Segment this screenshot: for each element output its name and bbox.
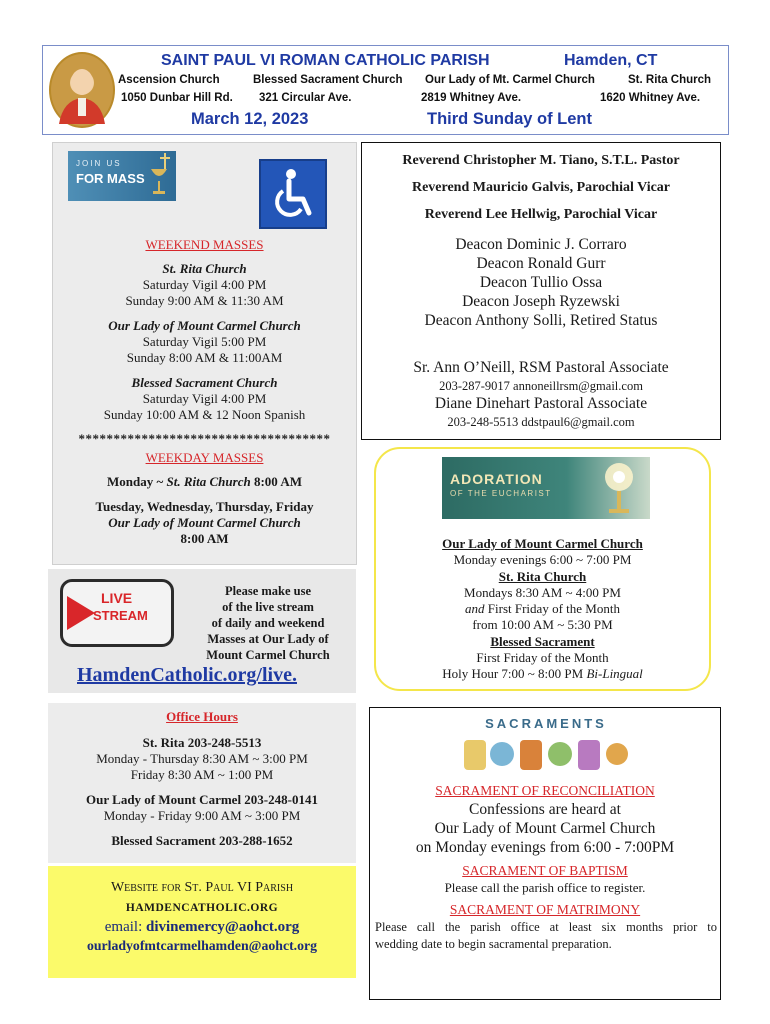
reconciliation-l1: Confessions are heard at [469,801,621,818]
church-address-ascension: 1050 Dunbar Hill Rd. [121,92,233,104]
divider-stars: ************************************ [78,431,331,446]
associate-oneill: Sr. Ann O’Neill, RSM Pastoral Associate [413,359,669,376]
deacon-solli: Deacon Anthony Solli, Retired Status [424,312,658,329]
website-title: Website for St. Paul VI Parish [110,880,294,895]
matrimony-title: SACRAMENT OF MATRIMONY [449,902,641,917]
clergy-box [361,142,721,440]
sacraments-box [369,707,721,1000]
reconciliation-l2: Our Lady of Mount Carmel Church [434,820,656,837]
baptism-title: SACRAMENT OF BAPTISM [462,863,628,878]
adoration-olmc-time: Monday evenings 6:00 ~ 7:00 PM [453,552,632,567]
pastor-name: Reverend Christopher M. Tiano, S.T.L. Pastor [402,153,680,168]
vicar-galvis: Reverend Mauricio Galvis, Parochial Vicar [411,180,671,195]
join-us-for-mass-banner [68,151,176,201]
livestream-box [48,569,356,693]
rita-saturday: Saturday Vigil 4:00 PM [142,277,267,292]
banner-eucharist: OF THE EUCHARIST [450,489,552,498]
office-olmc: Our Lady of Mount Carmel 203-248-0141 [86,792,318,807]
monday-label: Monday ~ [107,474,167,489]
weekday-masses-title: WEEKDAY MASSES [145,450,264,465]
church-address-olmc: 2819 Whitney Ave. [421,92,522,104]
church-address-blessed: 321 Circular Ave. [259,92,352,104]
blessed-saturday: Saturday Vigil 4:00 PM [142,391,267,406]
vicar-hellwig: Reverend Lee Hellwig, Parochial Vicar [424,207,658,222]
header-box [42,45,729,135]
adoration-rita-l3: from 10:00 AM ~ 5:30 PM [472,617,613,632]
olmc-saturday: Saturday Vigil 5:00 PM [142,334,267,349]
livestream-text-4: Masses at Our Lady of [207,632,329,646]
bulletin-date: March 12, 2023 [191,110,309,128]
blessed-sunday: Sunday 10:00 AM & 12 Noon Spanish [103,407,306,422]
sacraments-banner-text: SACRAMENTS [485,716,607,731]
matrimony-text [375,919,717,953]
reconciliation-title: SACRAMENT OF RECONCILIATION [435,783,655,798]
matrimony-l2: wedding date to begin sacramental preparation. [375,937,612,951]
monday-church: St. Rita Church [166,474,251,489]
wheelchair-accessible-icon [259,159,327,229]
website-url[interactable]: HAMDENCATHOLIC.ORG [125,902,279,914]
tue-fri-time: 8:00 AM [180,531,229,546]
deacon-corraro: Deacon Dominic J. Corraro [455,236,627,253]
church-name-olmc: Our Lady of Mt. Carmel Church [425,74,595,86]
mass-schedule-box [52,142,357,565]
chalice-icon [144,151,174,201]
monday-time: 8:00 AM [250,474,302,489]
email-olmc[interactable]: ourladyofmtcarmelhamden@aohct.org [86,938,318,953]
matrimony-l1: Please call the parish office at least six months prior to [375,920,717,934]
adoration-rita-l1: Mondays 8:30 AM ~ 4:00 PM [464,585,621,600]
parish-name: SAINT PAUL VI ROMAN CATHOLIC PARISH [161,52,490,69]
associate-dinehart: Diane Dinehart Pastoral Associate [434,395,648,412]
adoration-bs-bilingual: Bi-Lingual [586,666,643,681]
adoration-bs-title: Blessed Sacrament [490,634,595,649]
office-rita-l2: Friday 8:30 AM ~ 1:00 PM [130,767,274,782]
rita-church-name: St. Rita Church [162,261,247,276]
live-label: LIVE [101,590,133,606]
olmc-church-name: Our Lady of Mount Carmel Church [108,318,301,333]
reconciliation-l3: on Monday evenings from 6:00 - 7:00PM [415,839,675,856]
associate-oneill-contact: 203-287-9017 annoneillrsm@gmail.com [439,379,643,393]
church-address-rita: 1620 Whitney Ave. [600,92,701,104]
sacraments-banner [462,716,630,778]
tue-fri-church: Our Lady of Mount Carmel Church [108,515,301,530]
office-hours-box [48,703,356,863]
live-stream-button[interactable] [60,579,174,647]
office-hours-title: Office Hours [166,709,238,724]
rita-sunday: Sunday 9:00 AM & 11:30 AM [125,293,284,308]
adoration-olmc-title: Our Lady of Mount Carmel Church [442,536,643,551]
tue-fri-days: Tuesday, Wednesday, Thursday, Friday [95,499,314,514]
adoration-rita-title: St. Rita Church [498,569,587,584]
adoration-bs-l2 [376,666,709,682]
livestream-text-1: Please make use [224,584,312,598]
associate-dinehart-contact: 203-248-5513 ddstpaul6@gmail.com [447,415,635,429]
deacon-gurr: Deacon Ronald Gurr [476,255,606,272]
livestream-text-2: of the live stream [222,600,314,614]
adoration-bs-l1: First Friday of the Month [476,650,609,665]
livestream-text-3: of daily and weekend [211,616,325,630]
church-name-rita: St. Rita Church [628,74,712,86]
email-divine-mercy[interactable]: divinemercy@aohct.org [146,919,300,935]
monday-mass [53,474,356,490]
office-olmc-l1: Monday - Friday 9:00 AM ~ 3:00 PM [103,808,301,823]
liturgical-sunday: Third Sunday of Lent [427,110,592,128]
adoration-banner [442,457,650,519]
baptism-l1: Please call the parish office to register. [444,880,646,895]
banner-for-mass: FOR MASS [76,171,145,186]
adoration-rita-l2 [376,601,709,617]
email-label: email: [104,919,146,935]
website-box [48,866,356,978]
deacon-ryzewski: Deacon Joseph Ryzewski [462,293,620,310]
adoration-rita-first-friday: First Friday of the Month [484,601,620,616]
office-rita-l1: Monday - Thursday 8:30 AM ~ 3:00 PM [96,751,308,766]
livestream-description [193,583,343,663]
blessed-church-name: Blessed Sacrament Church [131,375,278,390]
adoration-box [374,447,711,691]
office-rita: St. Rita 203-248-5513 [142,735,262,750]
email-line [48,919,356,936]
pope-portrait [49,52,115,128]
office-blessed: Blessed Sacrament 203-288-1652 [111,833,293,848]
olmc-sunday: Sunday 8:00 AM & 11:00AM [126,350,283,365]
livestream-link[interactable]: HamdenCatholic.org/live. [77,664,297,686]
banner-join-us: JOIN US [76,159,122,168]
adoration-rita-and: and [465,601,485,616]
parish-town: Hamden, CT [564,52,658,69]
deacon-ossa: Deacon Tullio Ossa [479,274,603,291]
adoration-bs-holy-hour: Holy Hour 7:00 ~ 8:00 PM [442,666,587,681]
church-name-ascension: Ascension Church [118,74,220,86]
sacrament-symbols-icon [462,734,630,778]
church-name-blessed: Blessed Sacrament Church [253,74,403,86]
weekend-masses-title: WEEKEND MASSES [145,237,264,252]
livestream-text-5: Mount Carmel Church [206,648,330,662]
banner-adoration: ADORATION [450,471,543,487]
monstrance-icon [594,457,644,519]
stream-label: STREAM [93,608,148,623]
